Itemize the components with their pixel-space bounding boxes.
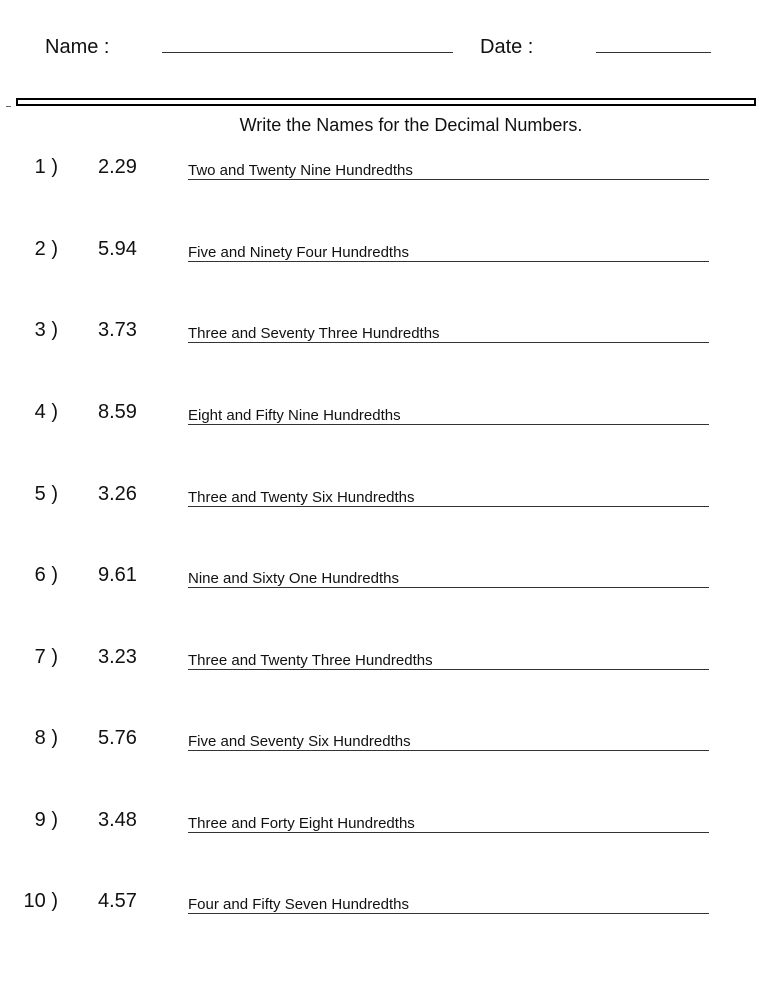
answer-field[interactable]: Four and Fifty Seven Hundredths (188, 896, 709, 914)
answer-field[interactable]: Two and Twenty Nine Hundredths (188, 162, 709, 180)
name-label: Name : (45, 36, 110, 58)
answer-field[interactable]: Three and Twenty Six Hundredths (188, 489, 709, 507)
answer-field[interactable]: Three and Forty Eight Hundredths (188, 815, 709, 833)
decimal-value: 3.73 (98, 319, 137, 341)
decimal-value: 5.76 (98, 727, 137, 749)
problem-number: 10 ) (23, 890, 58, 912)
decimal-value: 3.26 (98, 483, 137, 505)
decimal-value: 3.23 (98, 646, 137, 668)
decimal-value: 5.94 (98, 238, 137, 260)
problem-number: 6 ) (34, 564, 58, 586)
problem-row (0, 564, 768, 594)
problem-row (0, 809, 768, 839)
problem-row (0, 401, 768, 431)
decimal-value: 4.57 (98, 890, 137, 912)
problem-number: 4 ) (34, 401, 58, 423)
problem-row (0, 727, 768, 757)
answer-field[interactable]: Five and Seventy Six Hundredths (188, 733, 709, 751)
decimal-value: 8.59 (98, 401, 137, 423)
problem-number: 2 ) (34, 238, 58, 260)
problem-number: 1 ) (34, 156, 58, 178)
header-divider (16, 98, 756, 106)
worksheet-title: Write the Names for the Decimal Numbers. (239, 115, 583, 135)
problem-row (0, 319, 768, 349)
answer-field[interactable]: Three and Seventy Three Hundredths (188, 325, 709, 343)
date-label: Date : (480, 36, 534, 58)
answer-field[interactable]: Nine and Sixty One Hundredths (188, 570, 709, 588)
problem-row (0, 890, 768, 920)
problem-row (0, 238, 768, 268)
problem-number: 8 ) (34, 727, 58, 749)
answer-field[interactable]: Eight and Fifty Nine Hundredths (188, 407, 709, 425)
problem-number: 5 ) (34, 483, 58, 505)
answer-field[interactable]: Three and Twenty Three Hundredths (188, 652, 709, 670)
problem-row (0, 646, 768, 676)
decimal-value: 3.48 (98, 809, 137, 831)
problem-row (0, 483, 768, 513)
decimal-value: 9.61 (98, 564, 137, 586)
answer-field[interactable]: Five and Ninety Four Hundredths (188, 244, 709, 262)
problem-number: 3 ) (34, 319, 58, 341)
problem-row (0, 156, 768, 186)
date-field[interactable] (596, 52, 711, 53)
margin-mark (6, 106, 11, 107)
name-field[interactable] (162, 52, 453, 53)
decimal-value: 2.29 (98, 156, 137, 178)
problem-number: 7 ) (34, 646, 58, 668)
problem-number: 9 ) (34, 809, 58, 831)
